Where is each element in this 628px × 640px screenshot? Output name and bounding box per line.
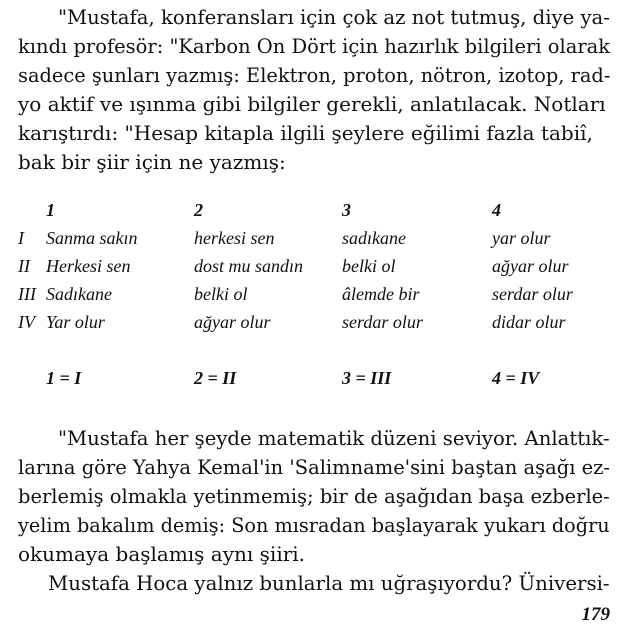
page-number: 179 <box>581 604 610 625</box>
text-line: karıştırdı: "Hesap kitapla ilgili şeylere eğilimi fazla tabiî, <box>18 121 593 145</box>
text-line: okumaya başlamış aynı şiiri. <box>18 542 306 566</box>
table-cell: herkesi sen <box>194 228 275 248</box>
equation: 2 = II <box>194 368 237 388</box>
column-header: 2 <box>194 200 203 220</box>
column-header: 4 <box>492 200 501 220</box>
text-line: yo aktif ve ışınma gibi bilgiler gerekli, anlatılacak. Notları <box>18 92 606 116</box>
row-label: III <box>18 284 36 304</box>
table-cell: belki ol <box>194 284 248 304</box>
table-cell: belki ol <box>342 256 396 276</box>
table-cell: dost mu sandın <box>194 256 304 276</box>
text-line: "Mustafa her şeyde matematik düzeni seviyor. Anlattık- <box>58 426 610 450</box>
table-cell: yar olur <box>492 228 551 248</box>
table-cell: Sadıkane <box>46 284 112 304</box>
table-cell: ağyar olur <box>492 256 569 276</box>
row-label: I <box>18 228 24 248</box>
text-line: yelim bakalım demiş: Son mısradan başlayarak yukarı doğru <box>18 513 610 537</box>
column-header: 1 <box>46 200 55 220</box>
table-cell: didar olur <box>492 312 566 332</box>
text-line: Mustafa Hoca yalnız bunlarla mı uğraşıyordu? Üniversi- <box>48 571 610 595</box>
text-line: bak bir şiir için ne yazmış: <box>18 150 286 174</box>
table-cell: ağyar olur <box>194 312 271 332</box>
table-cell: serdar olur <box>342 312 423 332</box>
text-line: larına göre Yahya Kemal'in 'Salimname'sini baştan aşağı ez- <box>18 455 610 479</box>
text-line: kındı profesör: "Karbon On Dört için hazırlık bilgileri olarak <box>18 34 611 58</box>
equation: 4 = IV <box>492 368 540 388</box>
text-line: sadece şunları yazmış: Elektron, proton, nötron, izotop, rad- <box>18 63 611 87</box>
column-header: 3 <box>342 200 351 220</box>
table-cell: Sanma sakın <box>46 228 138 248</box>
table-cell: âlemde bir <box>342 284 420 304</box>
table-cell: serdar olur <box>492 284 573 304</box>
text-line: berlemiş olmakla yetinmemiş; bir de aşağıdan başa ezberle- <box>18 484 610 508</box>
text-line: "Mustafa, konferansları için çok az not tutmuş, diye ya- <box>58 5 610 29</box>
table-cell: Yar olur <box>46 312 105 332</box>
equation: 1 = I <box>46 368 82 388</box>
table-cell: sadıkane <box>342 228 406 248</box>
equation: 3 = III <box>342 368 392 388</box>
row-label: IV <box>18 312 35 332</box>
row-label: II <box>18 256 30 276</box>
table-cell: Herkesi sen <box>46 256 131 276</box>
